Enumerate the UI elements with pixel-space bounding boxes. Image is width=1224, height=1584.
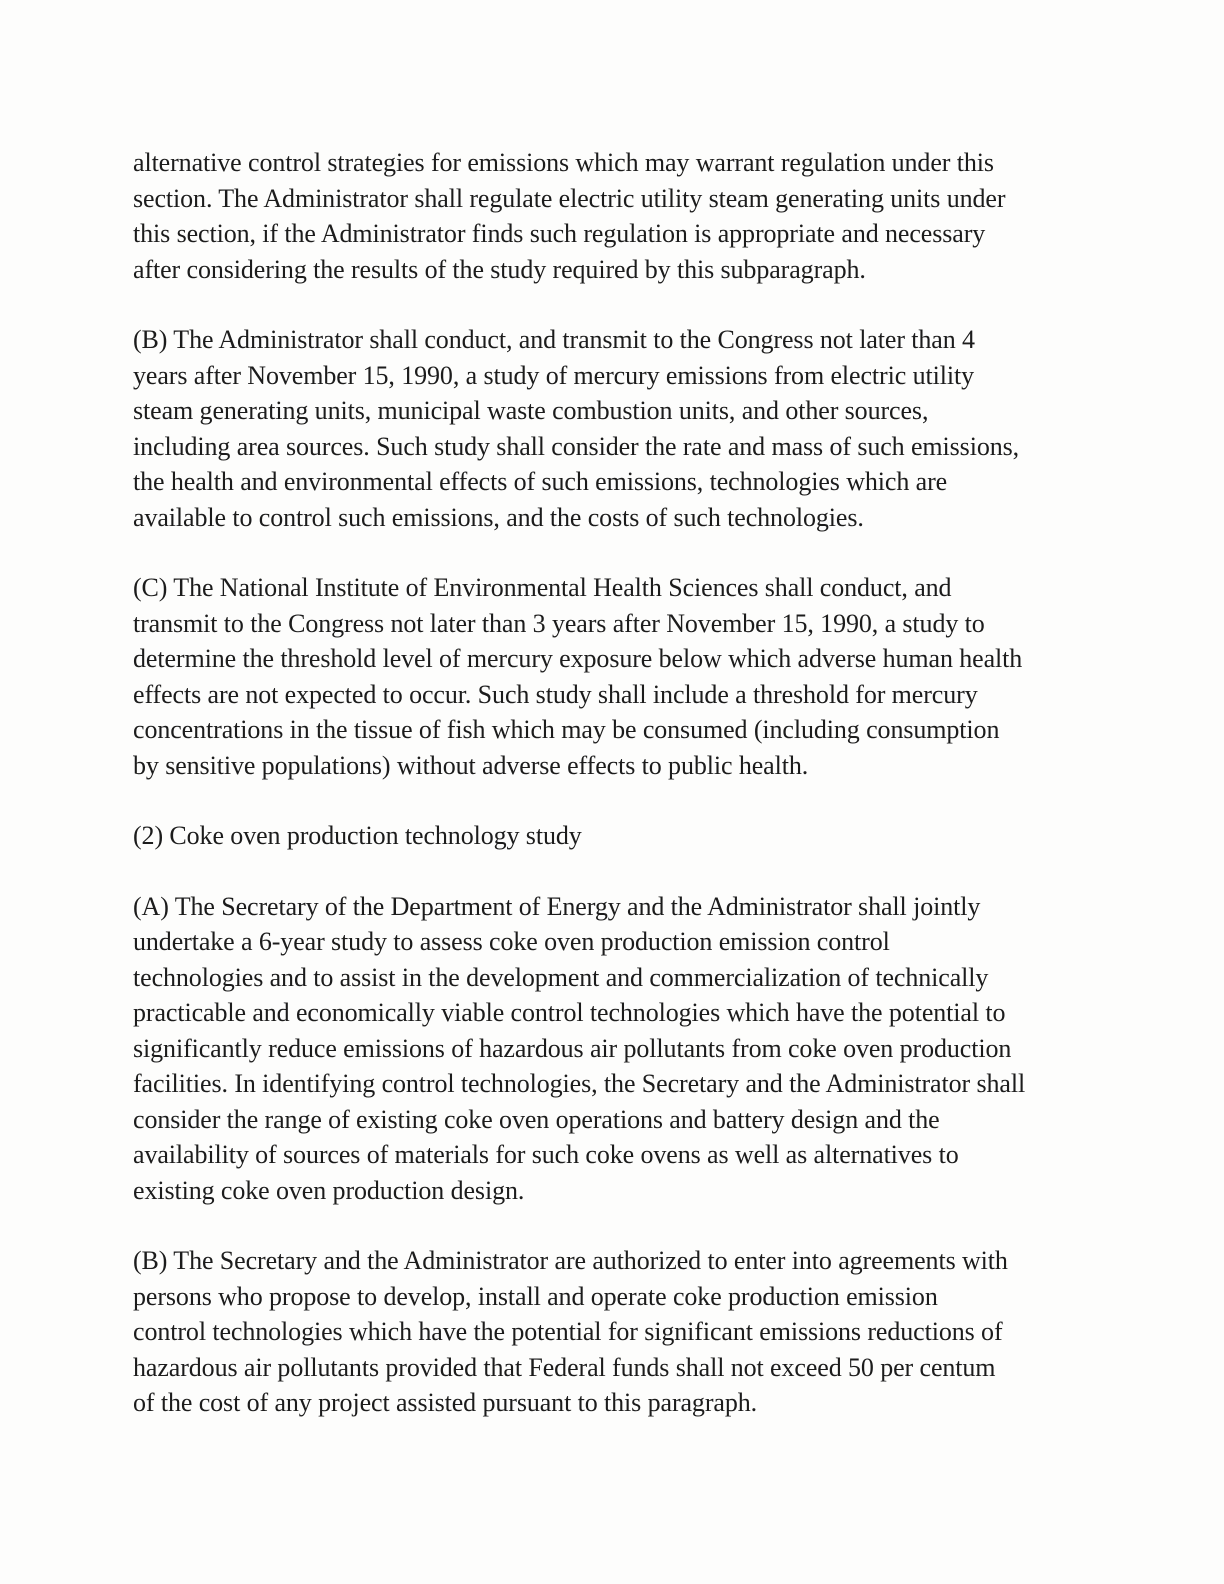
text-line: (A) The Secretary of the Department of Energy and the Administrator shall jointly <box>133 891 981 921</box>
text-line: by sensitive populations) without adverse effects to public health. <box>133 750 809 780</box>
text-line: persons who propose to develop, install and operate coke production emission <box>133 1281 938 1311</box>
text-line: available to control such emissions, and the costs of such technologies. <box>133 502 864 532</box>
text-line: hazardous air pollutants provided that Federal funds shall not exceed 50 per centum <box>133 1352 996 1382</box>
section-heading-coke-oven-study <box>133 818 1073 854</box>
text-line: (B) The Secretary and the Administrator are authorized to enter into agreements with <box>133 1246 1008 1275</box>
text-line: the health and environmental effects of such emissions, technologies which are <box>133 467 948 496</box>
document-body <box>133 145 1073 1456</box>
paragraph-subsection-a-continued <box>133 145 1073 287</box>
text-line: steam generating units, municipal waste combustion units, and other sources, <box>133 396 929 425</box>
text-line: including area sources. Such study shall consider the rate and mass of such emissions, <box>133 431 1020 461</box>
text-line: (2) Coke oven production technology study <box>133 821 582 850</box>
text-line: alternative control strategies for emissions which may warrant regulation under this <box>133 148 994 177</box>
text-line: concentrations in the tissue of fish which may be consumed (including consumption <box>133 715 1000 744</box>
paragraph-subsection-b-agreements <box>133 1243 1073 1421</box>
text-line: practicable and economically viable control technologies which have the potential to <box>133 998 1006 1027</box>
text-line: existing coke oven production design. <box>133 1175 525 1205</box>
text-line: consider the range of existing coke oven operations and battery design and the <box>133 1104 940 1134</box>
text-line: this section, if the Administrator finds such regulation is appropriate and necessary <box>133 219 986 248</box>
text-line: significantly reduce emissions of hazardous air pollutants from coke oven production <box>133 1033 1012 1063</box>
text-line: availability of sources of materials for such coke ovens as well as alternatives to <box>133 1140 959 1169</box>
text-line: technologies and to assist in the development and commercialization of technically <box>133 962 989 992</box>
text-line: transmit to the Congress not later than 3 years after November 15, 1990, a study to <box>133 608 985 638</box>
text-line: determine the threshold level of mercury exposure below which adverse human health <box>133 644 1023 673</box>
text-line: facilities. In identifying control technologies, the Secretary and the Administrator shall <box>133 1069 1026 1098</box>
text-line: years after November 15, 1990, a study of mercury emissions from electric utility <box>133 360 974 390</box>
text-line: (C) The National Institute of Environmental Health Sciences shall conduct, and <box>133 573 952 602</box>
text-line: effects are not expected to occur. Such study shall include a threshold for mercury <box>133 679 978 709</box>
paragraph-subsection-c-niehs-study <box>133 570 1073 783</box>
text-line: section. The Administrator shall regulate electric utility steam generating units under <box>133 183 1006 213</box>
paragraph-subsection-b-mercury-study <box>133 322 1073 535</box>
paragraph-subsection-a-coke-oven <box>133 889 1073 1209</box>
text-line: undertake a 6-year study to assess coke oven production emission control <box>133 927 890 956</box>
text-line: after considering the results of the study required by this subparagraph. <box>133 254 866 284</box>
text-line: of the cost of any project assisted pursuant to this paragraph. <box>133 1388 758 1417</box>
text-line: control technologies which have the potential for significant emissions reductions of <box>133 1317 1003 1346</box>
text-line: (B) The Administrator shall conduct, and transmit to the Congress not later than 4 <box>133 325 975 354</box>
